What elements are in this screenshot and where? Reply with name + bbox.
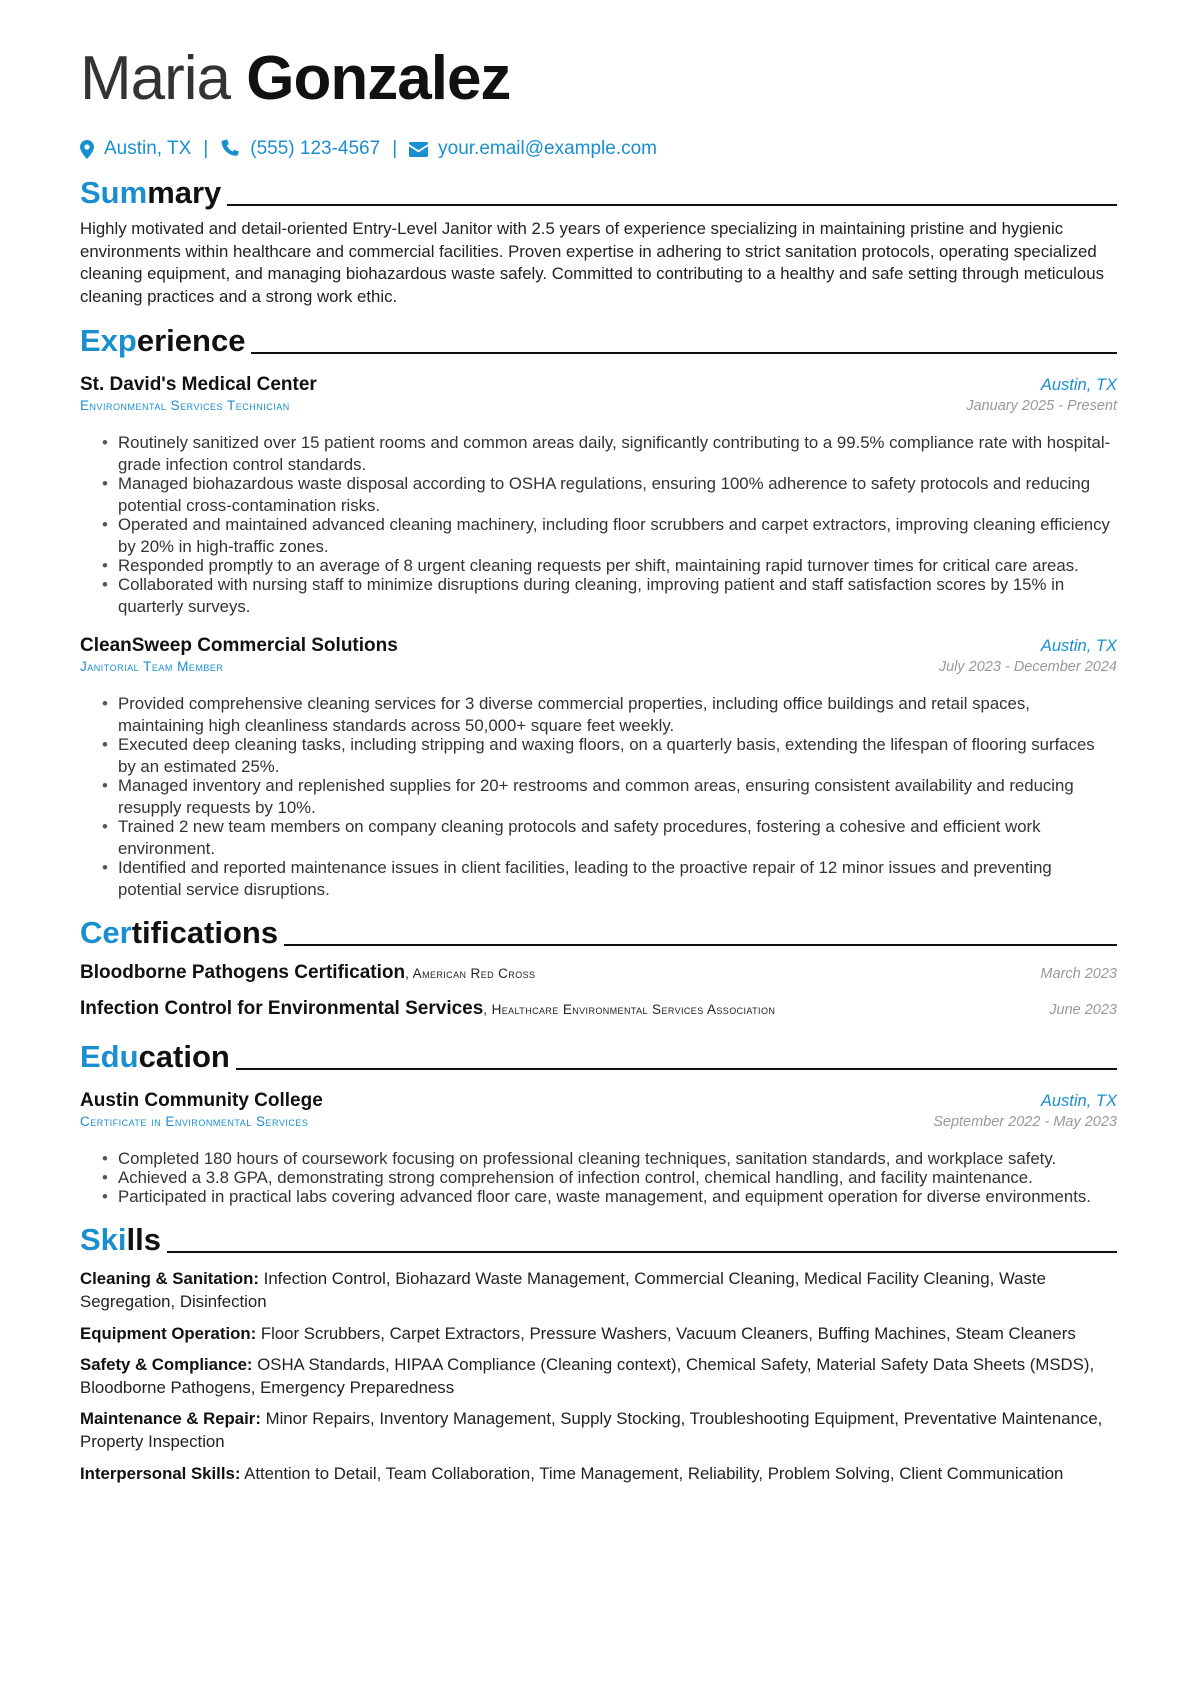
certification-date: June 2023 [1049,1002,1117,1019]
section-title: Education [80,1039,230,1075]
section-divider [284,944,1117,946]
employer-name: St. David's Medical Center [80,374,317,396]
skill-list: OSHA Standards, HIPAA Compliance (Cleaning context), Chemical Safety, Material Safety Data Sheets (MSDS), Bloodborne Pathogens, Emergency Preparedness [80,1355,1095,1397]
skill-row [80,1408,1117,1453]
section-title: Summary [80,175,222,210]
job-entry [80,374,1117,618]
skill-list: Floor Scrubbers, Carpet Extractors, Pressure Washers, Vacuum Cleaners, Buffing Machines, Steam Cleaners [256,1323,1076,1343]
phone-text[interactable]: (555) 123-4567 [250,138,381,159]
section-divider [167,1251,1117,1253]
section-title: Experience [80,323,246,359]
list-item: • Responded promptly to an average of 8 urgent cleaning requests per shift, maintaining rapid turnover times for critical care areas. [118,555,1117,577]
list-item: • Managed inventory and replenished supplies for 20+ restrooms and common areas, ensuring consistent availability and reducing resupply requests by 10%. [118,775,1117,819]
skill-list: Infection Control, Biohazard Waste Management, Commercial Cleaning, Medical Facility Cleaning, Waste Segregation, Disinfection [80,1269,1046,1311]
skill-row [80,1354,1117,1399]
contact-separator: | [392,138,398,159]
list-item: • Routinely sanitized over 15 patient rooms and common areas daily, significantly contributing to a 99.5% compliance rate with hospital-grade infection control standards. [118,432,1117,476]
skill-category: Safety & Compliance: [80,1355,253,1375]
list-item: • Participated in practical labs covering advanced floor care, waste management, and equipment operation for diverse environments. [118,1186,1117,1208]
phone-icon [220,139,240,159]
skill-category: Maintenance & Repair: [80,1409,261,1429]
email-link[interactable]: your.email@example.com [438,138,657,159]
employer-name: CleanSweep Commercial Solutions [80,635,398,657]
education-dates: September 2022 - May 2023 [933,1114,1117,1131]
job-location: Austin, TX [1040,376,1117,395]
job-entry [80,635,1117,901]
job-location: Austin, TX [1040,637,1117,656]
job-dates: January 2025 - Present [966,398,1117,415]
job-title: Environmental Services Technician [80,398,290,414]
school-name: Austin Community College [80,1090,323,1112]
list-item: • Identified and reported maintenance issues in client facilities, leading to the proactive repair of 12 minor issues and preventing potential service disruptions. [118,857,1117,901]
section-title: Skills [80,1222,161,1258]
contact-line [80,136,1117,162]
skills-heading [80,1219,1117,1259]
skill-list: Minor Repairs, Inventory Management, Supply Stocking, Troubleshooting Equipment, Preventative Maintenance, Property Inspection [80,1409,1103,1451]
job-title: Janitorial Team Member [80,659,224,675]
list-item: • Completed 180 hours of coursework focusing on professional cleaning techniques, sanitation standards, and workplace safety. [118,1148,1117,1170]
summary-text: Highly motivated and detail-oriented Entry-Level Janitor with 2.5 years of experience specializing in maintaining pristine and hygienic environments within healthcare and commercial facilities. Proven expertise in adhering to strict sanitation protocols, operating specialized cleaning equipment, and managing biohazardous waste safely. Committed to contributing to a healthy and safe setting through meticulous cleaning practices and a strong work ethic. [80,219,1104,306]
skill-category: Cleaning & Sanitation: [80,1269,260,1289]
section-divider [236,1068,1117,1070]
education-entry [80,1090,1117,1208]
certification-entry [80,962,1117,988]
contact-email[interactable] [409,138,657,160]
candidate-name [80,38,1117,120]
certification-entry [80,998,1117,1024]
list-item: • Provided comprehensive cleaning services for 3 diverse commercial properties, including office buildings and retail spaces, maintaining high cleanliness standards across 50,000+ square feet weekly. [118,693,1117,737]
education-bullets [80,1148,1117,1208]
contact-phone[interactable] [220,138,380,160]
certification-date: March 2023 [1040,966,1117,983]
job-bullets [80,432,1117,618]
certification-name: Bloodborne Pathogens Certification [80,962,406,984]
certification-name: Infection Control for Environmental Services [80,998,484,1020]
skill-list: Attention to Detail, Team Collaboration, Time Management, Reliability, Problem Solving, Client Communication [240,1463,1064,1483]
summary-heading [80,172,1117,212]
skill-row [80,1463,1117,1486]
skill-category: Equipment Operation: [80,1323,257,1343]
section-divider [227,204,1117,206]
first-name: Maria [80,44,231,113]
skill-category: Interpersonal Skills: [80,1463,241,1483]
certifications-heading [80,912,1117,952]
envelope-icon [409,142,428,157]
list-item: • Achieved a 3.8 GPA, demonstrating strong comprehension of infection control, chemical handling, and facility maintenance. [118,1167,1117,1189]
section-divider [251,352,1117,354]
list-item: • Managed biohazardous waste disposal according to OSHA regulations, ensuring 100% adherence to safety protocols and reducing potential cross-contamination risks. [118,473,1117,517]
degree-title: Certificate in Environmental Services [80,1114,309,1130]
job-dates: July 2023 - December 2024 [938,659,1117,676]
job-bullets [80,693,1117,901]
list-item: • Collaborated with nursing staff to minimize disruptions during cleaning, improving patient and staff satisfaction scores by 15% in quarterly surveys. [118,574,1117,618]
skill-row [80,1323,1117,1346]
section-title: Certifications [80,915,279,951]
experience-heading [80,320,1117,360]
contact-location [80,138,191,160]
last-name: Gonzalez [246,44,511,113]
list-item: • Executed deep cleaning tasks, including stripping and waxing floors, on a quarterly basis, extending the lifespan of flooring surfaces by an estimated 25%. [118,734,1117,778]
contact-separator: | [203,138,209,159]
location-text: Austin, TX [104,138,192,159]
certification-issuer: , American Red Cross [405,966,536,982]
school-location: Austin, TX [1040,1092,1117,1111]
map-pin-icon [80,140,94,159]
skill-row [80,1268,1117,1313]
list-item: • Operated and maintained advanced cleaning machinery, including floor scrubbers and carpet extractors, improving cleaning efficiency by 20% in high-traffic zones. [118,514,1117,558]
certification-issuer: , Healthcare Environmental Services Association [483,1002,776,1018]
education-heading [80,1036,1117,1076]
list-item: • Trained 2 new team members on company cleaning protocols and safety procedures, fostering a cohesive and efficient work environment. [118,816,1117,860]
